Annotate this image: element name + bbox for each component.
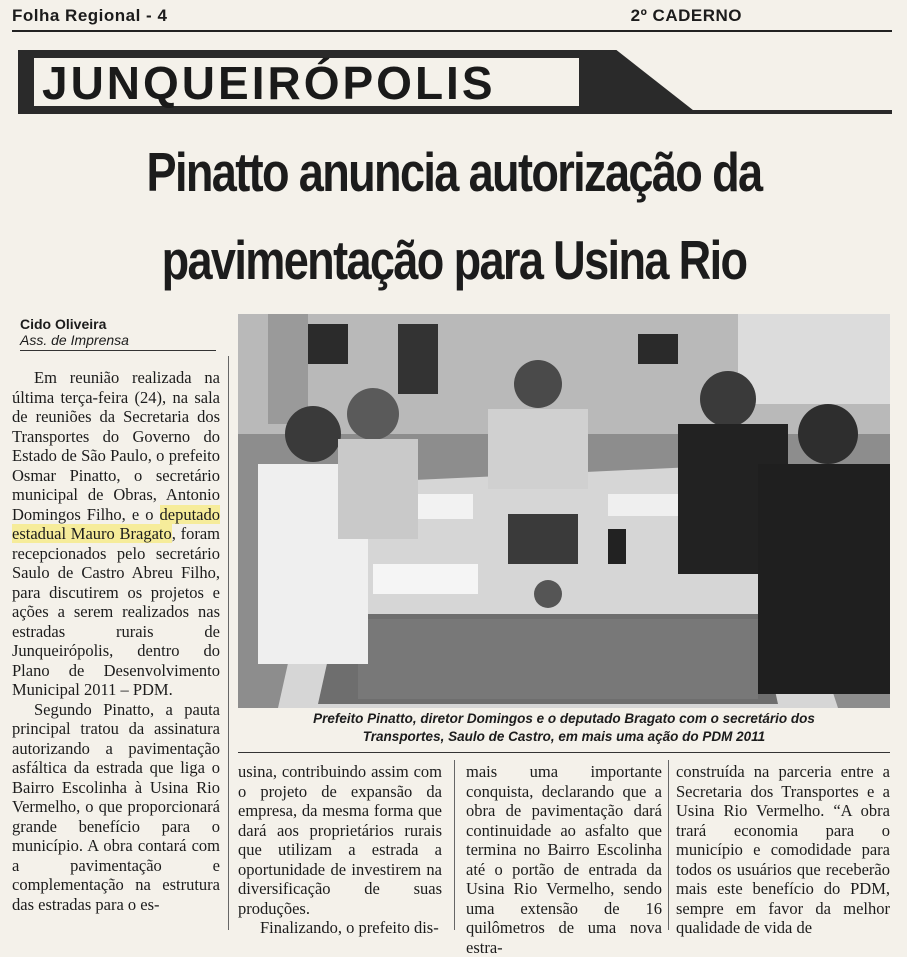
page-header <box>12 6 892 28</box>
article-column-4 <box>676 762 890 938</box>
article-column-2 <box>238 762 442 938</box>
author-name: Cido Oliveira <box>20 316 107 332</box>
banner-rule <box>600 110 892 114</box>
publication-name: Folha Regional - 4 <box>12 6 168 25</box>
section-title: JUNQUEIRÓPOLIS <box>42 57 496 109</box>
headline-line-2: pavimentação para Usina Rio <box>161 229 747 291</box>
caption-rule <box>238 752 890 753</box>
paragraph: Em reunião realizada na última terça-feira (24), na sala de reuniões da Secretaria dos Transportes do Governo do Estado de São Paulo, o prefeito Osmar Pinatto, o secretário municipal de Obras, Antonio Domingos Filho, e o deputado estadual Mauro Bragato, foram recepcionados pelo secretário Saulo de Castro Abreu Filho, para discutirem os projetos e ações a serem realizados nas estradas rurais de Junqueirópolis, dentro do Plano de Desenvolvimento Municipal 2011 – PDM. <box>12 368 221 699</box>
section-banner <box>18 50 892 114</box>
paragraph: usina, contribuindo assim com o projeto de expansão da empresa, da mesma forma que dará aos proprietários rurais que utilizam a estrada a oportunidade de investirem na diversificação de suas produções. <box>238 762 442 918</box>
paragraph: Segundo Pinatto, a pauta principal tratou da assinatura autorizando a pavimentação asfáltica da estrada que liga o Bairro Escolinha à Usina Rio Vermelho, o que proporcionará grande benefício para o município. A obra contará com a pavimentação e complementação na estrutura das estradas para o es- <box>12 699 220 914</box>
author-role: Ass. de Imprensa <box>20 332 129 348</box>
highlighted-text: deputado estadual Mauro Bragato <box>12 504 220 543</box>
column-rule <box>228 356 229 930</box>
paragraph: construída na parceria entre a Secretaria dos Transportes e a Usina Rio Vermelho. “A obra trará economia para o município e comodidade para todos os usuários que receberão mais este benefício do PDM, sempre em favor da melhor qualidade de vida de <box>676 762 890 937</box>
column-rule <box>668 760 669 930</box>
photo-caption: Prefeito Pinatto, diretor Domingos e o deputado Bragato com o secretário dos Transportes, Saulo de Castro, em mais uma ação do PDM 2011 <box>313 711 815 744</box>
article-column-3 <box>466 762 662 957</box>
byline-rule <box>20 350 216 351</box>
meeting-photo <box>238 314 890 708</box>
photo-illustration <box>238 314 890 708</box>
header-rule <box>12 30 892 32</box>
article-column-1 <box>12 368 220 914</box>
byline <box>20 316 216 348</box>
paragraph: Finalizando, o prefeito dis- <box>260 918 439 937</box>
section-label: 2º CADERNO <box>630 6 742 25</box>
paragraph: mais uma importante conquista, declarando que a obra de pavimentação dará continuidade ao asfalto que termina no Bairro Escolinha até o portão de entrada da Usina Rio Vermelho, sendo uma extensão de 16 quilômetros de uma nova estra- <box>466 762 662 957</box>
column-rule <box>454 760 455 930</box>
headline-line-1: Pinatto anuncia autorização da <box>146 141 762 203</box>
